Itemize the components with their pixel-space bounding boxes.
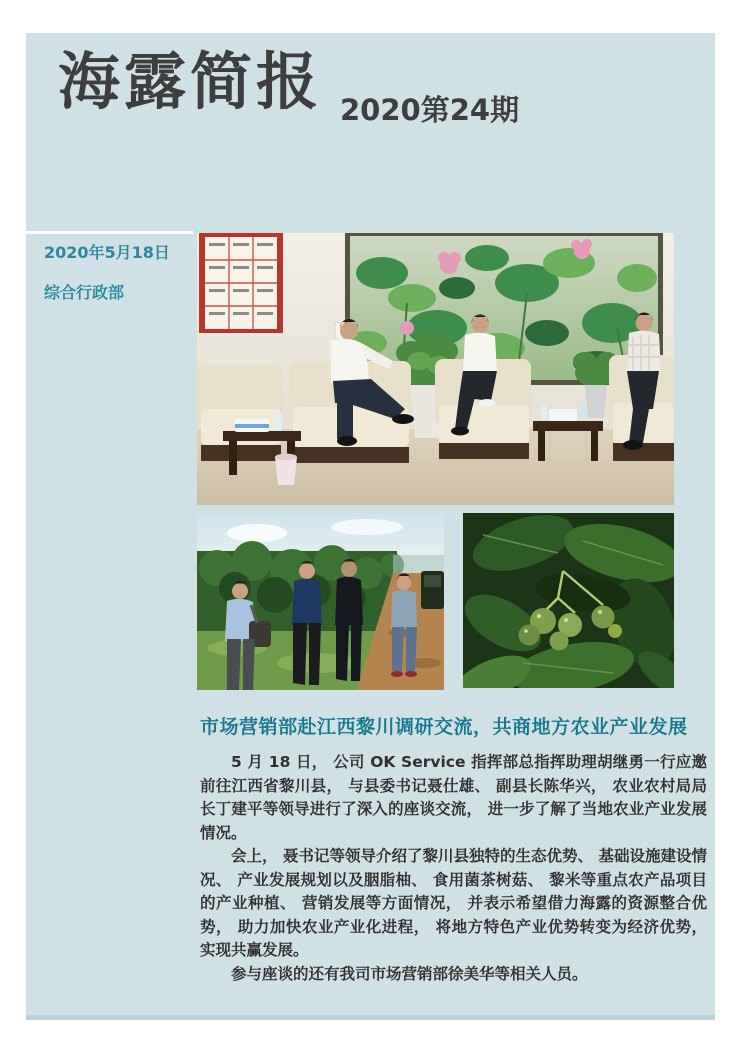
article-body [200,751,707,986]
article-paragraph-3: 参与座谈的还有我司市场营销部徐美华等相关人员。 [231,964,588,983]
issue-number: 2020第24期 [340,93,520,127]
plaque-board [199,233,283,333]
panel-bottom-edge [26,1015,715,1020]
issue-date: 2020年5月18日 [44,243,170,262]
newsletter-title: 海露简报 [58,45,323,118]
field-visit-photo [197,513,444,690]
article-paragraph-2: 会上， 聂书记等领导介绍了黎川县独特的生态优势、 基础设施建设情况、 产业发展规划以及胭脂柚、 食用菌茶树菇、 黎米等重点农产品项目的产业种植、 营销发展等方面情况， 并表示希望借力海露的资源整合优势， 助力加快农业产业化进程， 将地方特色产业优势转变为经济优势， 实现共赢发展。 [200,847,707,959]
article-paragraph-1: 5 月 18 日， 公司 OK Service 指挥部总指挥助理胡继勇一行应邀前往江西省黎川县， 与县委书记聂仕雄、 副县长陈华兴， 农业农村局局长丁建平等领导进行了深入的座谈交流， 进一步了解了当地农业产业发展情况。 [200,753,707,842]
department-label: 综合行政部 [44,283,125,302]
vehicle [421,571,444,609]
sidebar-divider [26,231,193,234]
article-headline: 市场营销部赴江西黎川调研交流，共商地方农业产业发展 [200,716,688,738]
fruit-tree-photo [463,513,674,688]
meeting-room-photo [197,233,674,505]
wastebasket [275,454,297,485]
leaves [463,513,674,688]
